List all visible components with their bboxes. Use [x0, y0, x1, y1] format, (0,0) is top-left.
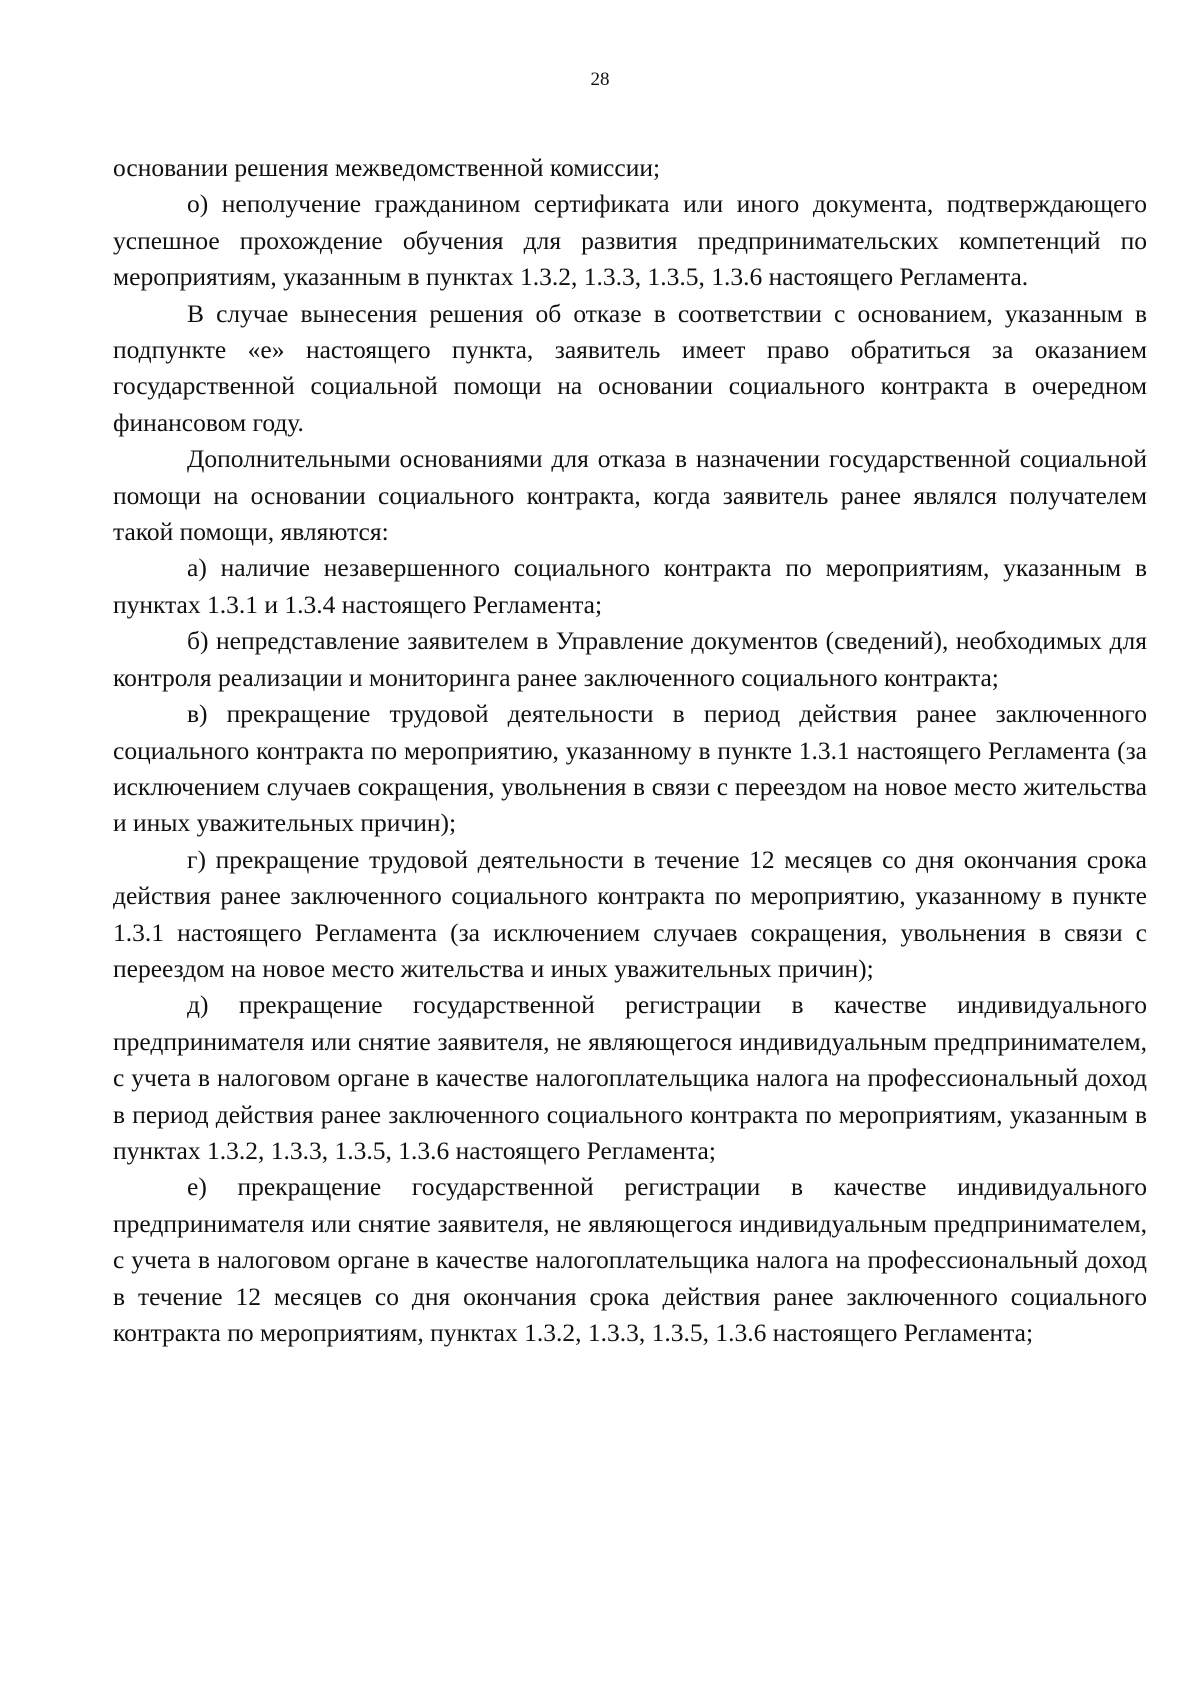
paragraph-continuation: основании решения межведомственной комиссии;	[113, 153, 661, 182]
paragraph-item-o: о) неполучение гражданином сертификата или иного документа, подтверждающего успешное прохождение обучения для развития предпринимательских компетенций по мероприятиям, указанным в пунктах 1.3.2, 1.3.3, 1.3.5, 1.3.6 настоящего Регламента.	[113, 189, 1147, 292]
paragraph-refusal-note: В случае вынесения решения об отказе в соответствии с основанием, указанным в подпункте «е» настоящего пункта, заявитель имеет право обратиться за оказанием государственной социальной помощи на основании социального контракта в очередном финансовом году.	[113, 298, 1147, 437]
paragraph-item-g: г) прекращение трудовой деятельности в течение 12 месяцев со дня окончания срока действия ранее заключенного социального контракта по мероприятию, указанному в пункте 1.3.1 настоящего Регламента (за исключением случаев сокращения, увольнения в связи с переездом на новое место жительства и иных уважительных причин);	[113, 844, 1147, 983]
paragraph-additional-grounds: Дополнительными основаниями для отказа в назначении государственной социальной помощи на основании социального контракта, когда заявитель ранее являлся получателем такой помощи, являются:	[113, 444, 1147, 547]
paragraph-item-b: б) непредставление заявителем в Управление документов (сведений), необходимых для контроля реализации и мониторинга ранее заключенного социального контракта;	[113, 626, 1147, 692]
document-body	[113, 150, 1147, 1351]
paragraph-item-v: в) прекращение трудовой деятельности в период действия ранее заключенного социального контракта по мероприятию, указанному в пункте 1.3.1 настоящего Регламента (за исключением случаев сокращения, увольнения в связи с переездом на новое место жительства и иных уважительных причин);	[113, 699, 1147, 838]
paragraph-item-d: д) прекращение государственной регистрации в качестве индивидуального предпринимателя или снятие заявителя, не являющегося индивидуальным предпринимателем, с учета в налоговом органе в качестве налогоплательщика налога на профессиональный доход в период действия ранее заключенного социального контракта по мероприятиям, указанным в пунктах 1.3.2, 1.3.3, 1.3.5, 1.3.6 настоящего Регламента;	[113, 990, 1147, 1165]
paragraph-item-e: е) прекращение государственной регистрации в качестве индивидуального предпринимателя или снятие заявителя, не являющегося индивидуальным предпринимателем, с учета в налоговом органе в качестве налогоплательщика налога на профессиональный доход в течение 12 месяцев со дня окончания срока действия ранее заключенного социального контракта по мероприятиям, пунктах 1.3.2, 1.3.3, 1.3.5, 1.3.6 настоящего Регламента;	[113, 1172, 1147, 1347]
page-number: 28	[590, 69, 610, 90]
paragraph-item-a: а) наличие незавершенного социального контракта по мероприятиям, указанным в пунктах 1.3.1 и 1.3.4 настоящего Регламента;	[113, 553, 1147, 619]
